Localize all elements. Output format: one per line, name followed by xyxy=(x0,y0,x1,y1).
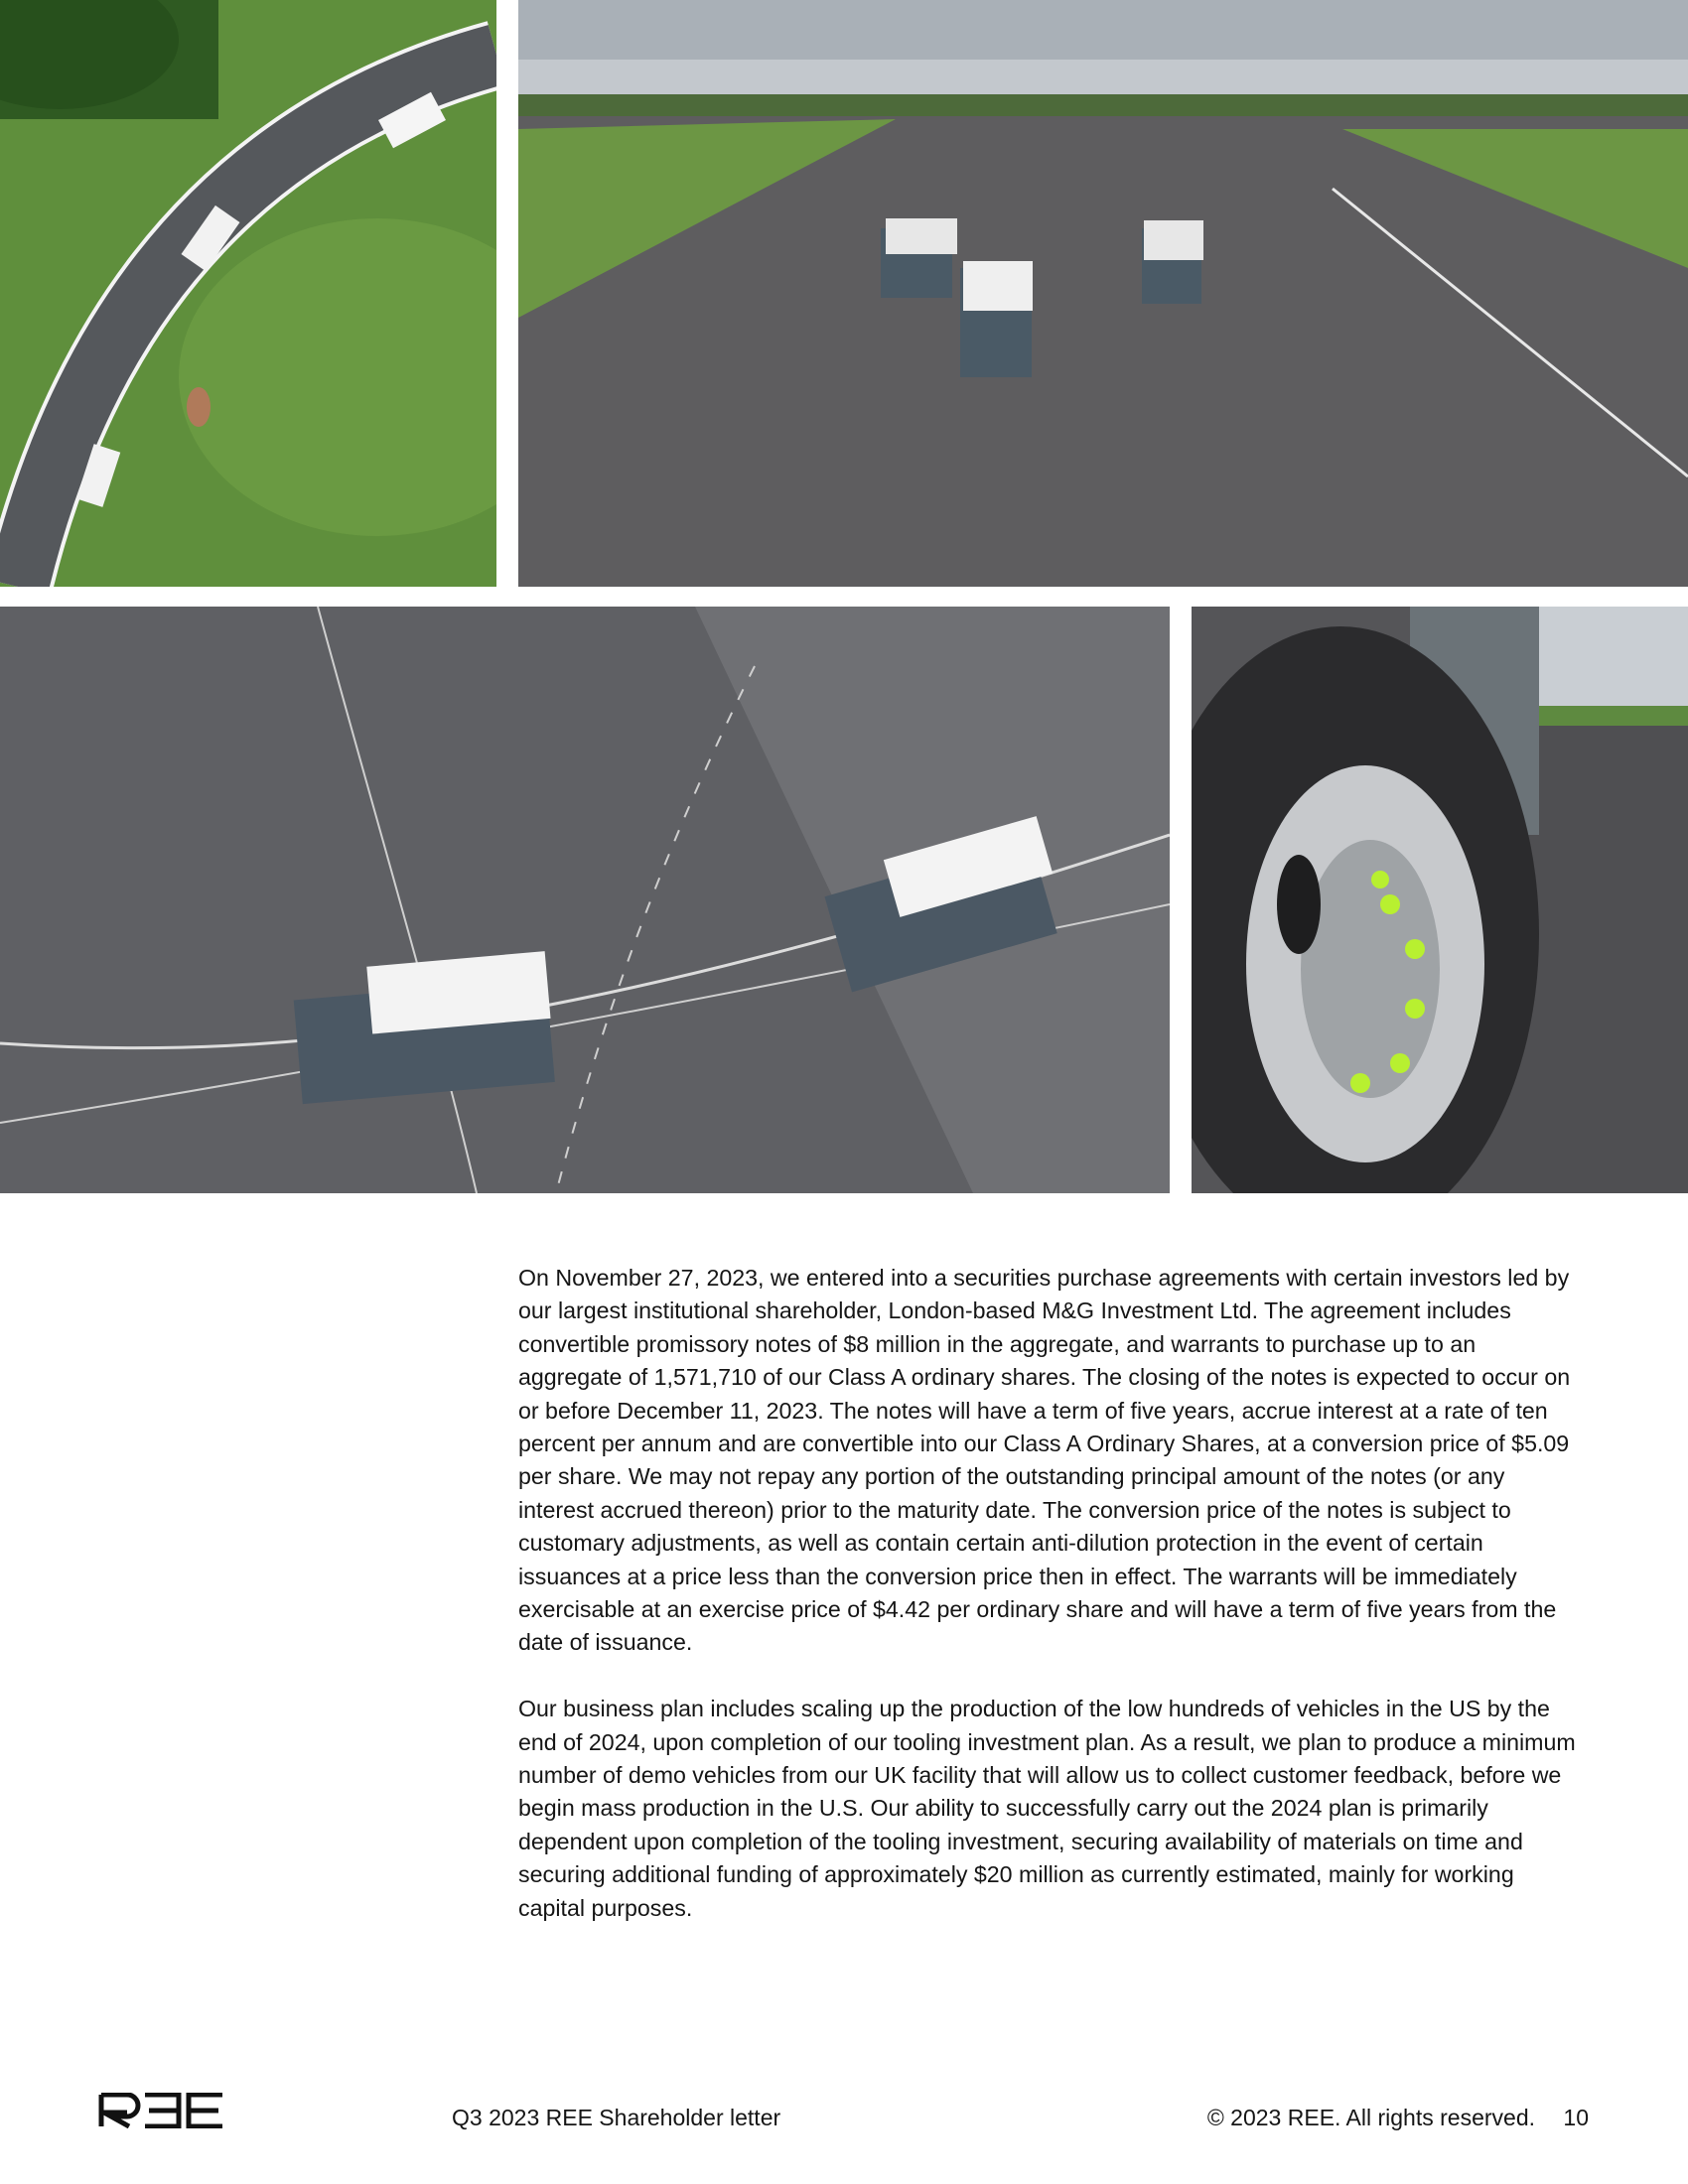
ree-logo xyxy=(97,2093,226,2128)
document-title: Q3 2023 REE Shareholder letter xyxy=(452,2105,781,2130)
truck-wheel-closeup-photo xyxy=(1192,607,1688,1193)
body-paragraph: On November 27, 2023, we entered into a securities purchase agreements with certain investors led by our largest institutional shareholder, London-based M&G Investment Ltd. The agreement includes convertible promissory notes of $8 million in the aggregate, and warrants to purchase up to an aggregate of 1,571,710 of our Class A ordinary shares. The closing of the notes is expected to occur on or before December 11, 2023. The notes will have a term of five years, accrue interest at a rate of ten percent per annum and are convertible into our Class A Ordinary Shares, at a conversion price of $5.09 per share. We may not repay any portion of the outstanding principal amount of the notes (or any interest accrued thereon) prior to the maturity date. The conversion price of the notes is subject to customary adjustments, as well as contain certain anti-dilution protection in the event of certain issuances at a price less than the conversion price then in effect. The warrants will be immediately exercisable at an exercise price of $4.42 per ordinary share and will have a term of five years from the date of issuance. xyxy=(518,1265,1571,1656)
three-vans-on-airfield-photo xyxy=(518,0,1688,587)
copyright-notice: © 2023 REE. All rights reserved. xyxy=(1206,2105,1535,2130)
aerial-curved-road-vans-photo xyxy=(0,0,496,587)
two-vans-turning-aerial-photo xyxy=(0,607,1170,1193)
body-paragraph: Our business plan includes scaling up the production of the low hundreds of vehicles in the US by the end of 2024, upon completion of our tooling investment plan. As a result, we plan to produce a minimum number of demo vehicles from our UK facility that will allow us to collect customer feedback, before we begin mass production in the U.S. Our ability to successfully carry out the 2024 plan is primarily dependent upon completion of the tooling investment, securing availability of materials on time and securing additional funding of approximately $20 million as currently estimated, mainly for working capital purposes. xyxy=(518,1696,1576,1921)
page-footer xyxy=(0,2085,1688,2144)
page-number: 10 xyxy=(1563,2105,1589,2130)
body-text xyxy=(518,1262,1581,1925)
